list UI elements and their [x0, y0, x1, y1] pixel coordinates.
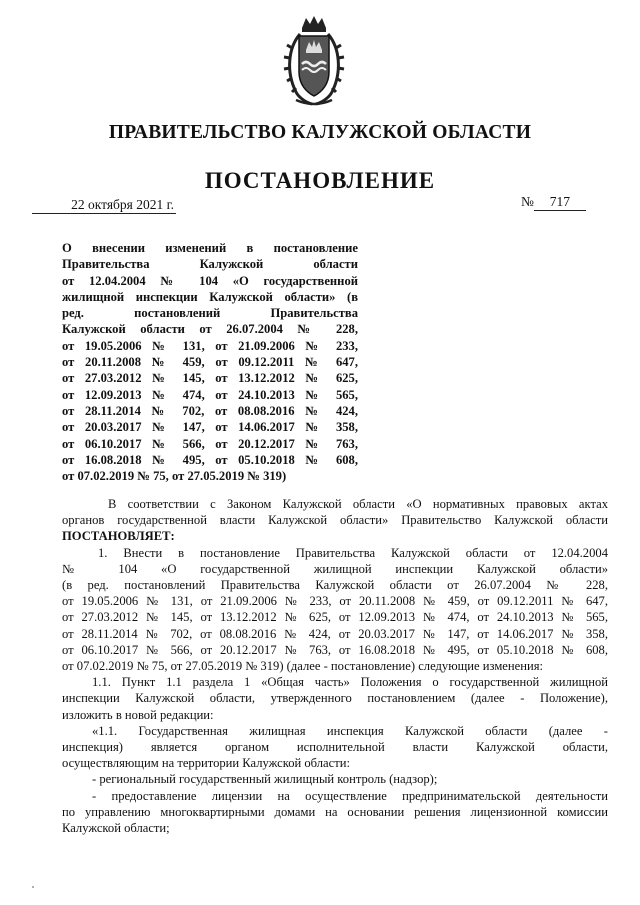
quote-line: осуществляющим на территории Калужской области:	[62, 756, 350, 771]
title-line: от 27.03.2012 № 145, от 13.12.2012 № 625,	[62, 371, 358, 386]
paragraph-1-line: № 104 «О государственной жилищной инспекции Калужской области»	[62, 561, 608, 576]
document-date: 22 октября 2021 г.	[32, 197, 176, 214]
intro-line: В соответствии с Законом Калужской области «О нормативных правовых актах	[108, 497, 608, 511]
title-line: от 28.11.2014 № 702, от 08.08.2016 № 424,	[62, 403, 358, 418]
title-line: от 07.02.2019 № 75, от 27.05.2019 № 319)	[62, 469, 287, 484]
paragraph-1-line: от 19.05.2006 № 131, от 21.09.2006 № 233, от 20.11.2008 № 459, от 09.12.2011 № 647,	[62, 594, 608, 609]
paragraph-1-1-line: инспекции Калужской области, утвержденного постановлением (далее - Положение),	[62, 691, 608, 706]
paragraph-1-1-line: 1.1. Пункт 1.1 раздела 1 «Общая часть» Положения о государственной жилищной	[92, 675, 608, 690]
quote-line: инспекция) является органом исполнительной власти Калужской области,	[62, 740, 608, 755]
title-line: от 06.10.2017 № 566, от 20.12.2017 № 763,	[62, 436, 358, 451]
bullet-item-line: - предоставление лицензии на осуществление предпринимательской деятельности	[92, 788, 608, 803]
number-value: 717	[534, 194, 586, 211]
title-line: от 20.11.2008 № 459, от 09.12.2011 № 647,	[62, 355, 358, 370]
title-line: от 20.03.2017 № 147, от 14.06.2017 № 358,	[62, 420, 358, 435]
kaluga-coat-of-arms-icon	[282, 14, 346, 110]
title-line: О внесении изменений в постановление	[62, 241, 358, 255]
intro-line: органов государственной власти Калужской области» Правительство Калужской области	[62, 513, 608, 528]
paragraph-1-line: от 27.03.2012 № 145, от 13.12.2012 № 625, от 12.09.2013 № 474, от 24.10.2013 № 565,	[62, 610, 608, 625]
title-line: ред. постановлений Правительства	[62, 306, 358, 321]
title-line: от 12.04.2004 № 104 «О государственной	[62, 273, 358, 288]
bullet-item: - региональный государственный жилищный контроль (надзор);	[92, 772, 438, 787]
title-line: от 12.09.2013 № 474, от 24.10.2013 № 565,	[62, 387, 358, 402]
document-body	[62, 496, 608, 836]
title-line: жилищной инспекции Калужской области» (в	[62, 289, 358, 304]
document-type: ПОСТАНОВЛЕНИЕ	[204, 168, 436, 193]
document-number	[521, 194, 586, 211]
title-line: от 19.05.2006 № 131, от 21.09.2006 № 233,	[62, 338, 358, 353]
decree-word: ПОСТАНОВЛЯЕТ:	[62, 529, 175, 544]
paragraph-1-line: 1. Внести в постановление Правительства Калужской области от 12.04.2004	[98, 545, 608, 560]
scan-speck	[32, 886, 34, 888]
paragraph-1-line: (в ред. постановлений Правительства Калужской области от 26.07.2004 № 228,	[62, 578, 608, 593]
paragraph-1-1-line: изложить в новой редакции:	[62, 707, 214, 722]
title-line: Правительства Калужской области	[62, 257, 358, 272]
number-label: №	[521, 194, 534, 209]
paragraph-1-line: от 07.02.2019 № 75, от 27.05.2019 № 319) (далее - постановление) следующие изменения:	[62, 659, 543, 674]
paragraph-1-line: от 28.11.2014 № 702, от 08.08.2016 № 424, от 20.03.2017 № 147, от 14.06.2017 № 358,	[62, 626, 608, 641]
quote-line: «1.1. Государственная жилищная инспекция Калужской области (далее -	[92, 723, 608, 738]
title-line: от 16.08.2018 № 495, от 05.10.2018 № 608,	[62, 452, 358, 467]
title-line: Калужской области от 26.07.2004 № 228,	[62, 322, 358, 337]
document-title	[62, 240, 358, 484]
organization-name: ПРАВИТЕЛЬСТВО КАЛУЖСКОЙ ОБЛАСТИ	[108, 122, 532, 143]
bullet-item-line: по управлению многоквартирными домами на основании решения лицензионной комиссии	[62, 804, 608, 819]
bullet-item-line: Калужской области;	[62, 821, 170, 836]
paragraph-1-line: от 06.10.2017 № 566, от 20.12.2017 № 763, от 16.08.2018 № 495, от 05.10.2018 № 608,	[62, 642, 608, 657]
